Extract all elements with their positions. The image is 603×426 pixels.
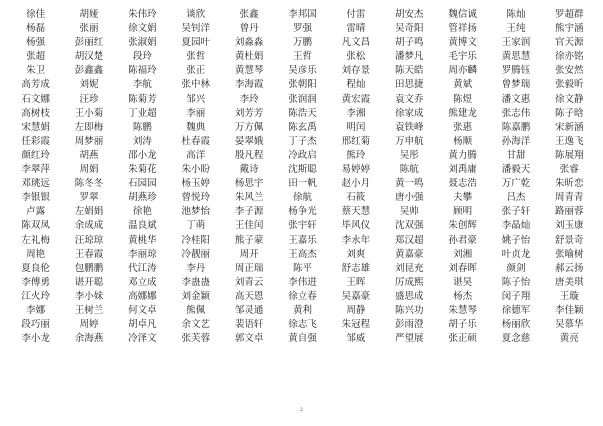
name-cell: 聂志浩: [448, 178, 477, 190]
name-cell: 魏典: [186, 121, 206, 133]
name-cell: 徐亦铭: [555, 51, 584, 63]
name-cell: 周开: [239, 248, 259, 260]
name-cell: 左娟娟: [74, 206, 104, 218]
name-cell: 郑汉超: [394, 234, 424, 246]
name-cell: 王高杰: [288, 248, 317, 260]
name-cell: 张宇轩: [288, 220, 317, 232]
name-cell: 刘妮: [79, 79, 99, 91]
name-cell: 王璇: [559, 290, 579, 302]
name-cell: 张毅昕: [555, 79, 584, 91]
name-cell: 李航: [132, 79, 152, 91]
name-cell: 付雷: [346, 9, 366, 20]
name-cell: 左礼梅: [21, 234, 50, 246]
name-cell: 张芙蓉: [181, 333, 211, 345]
name-cell: 张哲: [186, 51, 206, 63]
name-cell: 冷泽文: [128, 333, 157, 345]
name-cell: 张正: [186, 65, 206, 77]
name-grid: [9, 8, 596, 346]
name-cell: 殷凡程: [234, 149, 264, 161]
name-cell: 徐家成: [394, 107, 424, 119]
name-cell: 段玲: [132, 51, 152, 63]
name-cell: 丁子杰: [288, 135, 317, 147]
name-cell: 温良斌: [128, 220, 157, 232]
name-cell: 李傅勇: [21, 276, 50, 288]
name-cell: 邹威: [346, 333, 366, 345]
name-cell: 胡安杰: [394, 9, 424, 20]
name-cell: 黄斌: [453, 79, 473, 91]
name-cell: 熊宇涵: [555, 23, 584, 35]
name-cell: 冷桂阳: [181, 234, 211, 246]
name-cell: 陈福玲: [128, 65, 157, 77]
name-cell: 彭丽红: [74, 37, 104, 49]
name-cell: 夫攀: [453, 192, 473, 204]
name-cell: 李子源: [234, 206, 264, 218]
name-cell: 徐艳: [132, 206, 152, 218]
name-cell: 王家润: [501, 37, 531, 49]
name-cell: 熊佩: [186, 304, 206, 316]
name-cell: 闵子翔: [501, 290, 531, 302]
name-cell: 任彩霞: [21, 135, 50, 147]
name-cell: 吴钊洋: [181, 23, 211, 35]
name-cell: 吴彤: [399, 149, 419, 161]
name-cell: 熊玲: [346, 149, 366, 161]
name-cell: 卢露: [26, 206, 46, 218]
name-cell: 胡汉楚: [74, 51, 104, 63]
name-cell: 李永年: [341, 234, 371, 246]
name-cell: 王逸飞: [555, 135, 584, 147]
name-cell: 郭文卓: [234, 333, 264, 345]
name-cell: 朱伟玲: [128, 9, 157, 20]
name-cell: 唐美琪: [555, 276, 584, 288]
name-cell: 黄宏霞: [341, 93, 371, 105]
name-cell: 杜春霞: [181, 135, 211, 147]
name-cell: 陈天皓: [394, 65, 424, 77]
name-cell: 凡文昌: [341, 37, 371, 49]
name-cell: 池梦怡: [181, 206, 211, 218]
name-cell: 李丹: [186, 262, 206, 274]
name-cell: 程灿: [346, 79, 366, 91]
name-cell: 黄杜娟: [234, 51, 264, 63]
name-cell: 舒景奇: [555, 234, 584, 246]
name-cell: 杨争光: [288, 206, 317, 218]
name-cell: 万方佩: [234, 121, 264, 133]
name-cell: 丁萌: [186, 220, 206, 232]
name-cell: 王纯: [506, 23, 526, 35]
name-cell: 罗强: [292, 23, 312, 35]
name-cell: 胡卓凡: [128, 319, 157, 331]
name-cell: 张松: [346, 51, 366, 63]
name-cell: 刘春晖: [448, 262, 477, 274]
name-cell: 张鑫: [239, 9, 259, 20]
name-cell: 黄自强: [288, 333, 317, 345]
name-cell: 张志伟: [501, 107, 531, 119]
name-cell: 黄利: [292, 304, 312, 316]
name-cell: 袁铁峰: [394, 121, 424, 133]
name-cell: 朱卫: [26, 65, 46, 77]
name-cell: 余文艺: [181, 319, 211, 331]
name-cell: 毕风仪: [341, 220, 371, 232]
name-cell: 陈双凤: [21, 220, 50, 232]
name-cell: 万申航: [394, 135, 424, 147]
name-cell: 严望展: [394, 333, 424, 345]
name-cell: 张子轩: [501, 206, 531, 218]
name-cell: 厉成熙: [394, 276, 424, 288]
name-cell: 余海燕: [74, 333, 104, 345]
name-cell: 顾明: [453, 206, 473, 218]
name-cell: 陈玄禹: [288, 121, 317, 133]
name-cell: 谈欣: [186, 9, 206, 20]
name-cell: 高娜娜: [128, 290, 157, 302]
name-cell: 裴语轩: [234, 319, 264, 331]
name-cell: 冷政启: [288, 149, 317, 161]
name-cell: 李晶灿: [501, 220, 531, 232]
name-cell: 谌开聪: [74, 276, 104, 288]
name-cell: 雷晴: [346, 23, 366, 35]
name-cell: 甘甜: [506, 149, 526, 161]
name-cell: 杨强: [26, 37, 46, 49]
name-cell: 李玲: [239, 93, 259, 105]
name-cell: 刘玉康: [555, 220, 584, 232]
name-cell: 徐立春: [288, 290, 317, 302]
name-cell: 高天恩: [234, 290, 264, 302]
name-cell: 沈斯聪: [288, 164, 317, 176]
name-cell: 张正硕: [448, 333, 477, 345]
name-cell: 徐志飞: [288, 319, 317, 331]
name-cell: 明闰: [346, 121, 366, 133]
name-cell: 王佳闰: [234, 220, 264, 232]
name-cell: 戴诗: [239, 164, 259, 176]
name-cell: 孙海洋: [501, 135, 531, 147]
name-cell: 汪琼琼: [74, 234, 104, 246]
name-cell: 夏良伦: [21, 262, 50, 274]
name-cell: 颜红玲: [21, 149, 50, 161]
name-cell: 徐德军: [501, 304, 531, 316]
name-cell: 朱慧琴: [448, 304, 477, 316]
name-cell: 陈平: [292, 262, 312, 274]
name-cell: 夏念慈: [501, 333, 531, 345]
name-cell: 张超: [26, 51, 46, 63]
name-cell: 潘毅天: [501, 164, 531, 176]
name-cell: 陈航: [399, 164, 419, 176]
name-cell: 谌昊: [453, 276, 473, 288]
name-cell: 周青青: [555, 192, 584, 204]
name-cell: 李丽琼: [128, 248, 157, 260]
name-cell: 余成成: [74, 220, 104, 232]
name-cell: 朱冠程: [341, 319, 371, 331]
name-cell: 杨磊: [26, 23, 46, 35]
name-cell: 朱创辉: [448, 220, 477, 232]
name-cell: 石园园: [128, 178, 157, 190]
name-cell: 周娟: [79, 164, 99, 176]
name-cell: 张安然: [555, 65, 584, 77]
name-cell: 石文娜: [21, 93, 50, 105]
name-cell: 周婷: [79, 319, 99, 331]
name-cell: 胡娅: [79, 9, 99, 20]
name-cell: 沈双强: [394, 220, 424, 232]
name-cell: 李小妹: [74, 290, 104, 302]
name-cell: 张润润: [288, 93, 317, 105]
name-cell: 王小菊: [74, 107, 104, 119]
name-cell: 万广乾: [501, 178, 531, 190]
name-cell: 陈冬冬: [74, 178, 104, 190]
name-cell: 刘昆充: [394, 262, 424, 274]
name-cell: 魏信诚: [448, 9, 477, 20]
name-cell: 刘芳芳: [234, 107, 264, 119]
name-cell: 熊子蒙: [234, 234, 264, 246]
name-cell: 陈灿: [506, 9, 526, 20]
name-cell: 罗超群: [555, 9, 584, 20]
name-cell: 易婷婷: [341, 164, 371, 176]
name-cell: 李小龙: [21, 333, 50, 345]
name-cell: 李佳颖: [555, 304, 584, 316]
name-cell: 李蛊蛊: [181, 276, 211, 288]
name-cell: 周亦麟: [448, 65, 477, 77]
name-cell: 张惠: [453, 121, 473, 133]
name-cell: 刘爽: [346, 248, 366, 260]
name-cell: 李娜: [26, 304, 46, 316]
name-cell: 邓珧远: [21, 178, 50, 190]
name-cell: 刘涛: [132, 135, 152, 147]
name-cell: 张淑娟: [128, 37, 157, 49]
name-cell: 刘青云: [234, 276, 264, 288]
name-cell: 邢红菊: [341, 135, 371, 147]
name-cell: 晏翠娥: [234, 135, 264, 147]
name-cell: 杨丽欣: [501, 319, 531, 331]
name-cell: 黄嘉豪: [394, 248, 424, 260]
name-cell: 徐航: [292, 192, 312, 204]
name-cell: 蔡天慧: [341, 206, 371, 218]
name-cell: 陈鹏: [132, 121, 152, 133]
name-cell: 张睿: [559, 164, 579, 176]
name-cell: 陈嘉鹏: [501, 121, 531, 133]
name-cell: 李翠萍: [21, 164, 50, 176]
page-number: 2: [299, 407, 304, 413]
name-cell: 陈菊芳: [128, 93, 157, 105]
name-cell: 徐文娟: [128, 23, 157, 35]
name-cell: 官天源: [555, 37, 584, 49]
name-cell: 毛宇乐: [448, 51, 477, 63]
name-cell: 黄一鸣: [394, 178, 424, 190]
name-cell: 吴彦乐: [288, 65, 317, 77]
name-cell: 何文卓: [128, 304, 157, 316]
name-cell: 徐佳: [26, 9, 46, 20]
name-cell: 黄力腾: [448, 149, 477, 161]
name-cell: 姚子怡: [501, 234, 531, 246]
name-cell: 包鹏鹏: [74, 262, 104, 274]
name-cell: 潘文惠: [501, 93, 531, 105]
name-cell: 李伟进: [288, 276, 317, 288]
name-cell: 王树兰: [74, 304, 104, 316]
name-cell: 高芳成: [21, 79, 50, 91]
name-cell: 郝云扬: [555, 262, 584, 274]
name-cell: 王哲: [292, 51, 312, 63]
name-cell: 黄慧琴: [234, 65, 264, 77]
name-cell: 李银银: [21, 192, 50, 204]
name-cell: 石筱: [346, 192, 366, 204]
name-cell: 田一帆: [288, 178, 317, 190]
name-cell: 李湘: [346, 107, 366, 119]
name-cell: 张丽: [79, 23, 99, 35]
name-cell: 宋新涵: [555, 121, 584, 133]
name-cell: 张朝阳: [288, 79, 317, 91]
name-cell: 陈煜: [453, 93, 473, 105]
name-cell: 邓立成: [128, 276, 157, 288]
name-cell: 熊建龙: [448, 107, 477, 119]
name-cell: 王晖: [346, 276, 366, 288]
name-cell: 杨杰: [453, 290, 473, 302]
name-cell: 吴嘉豪: [341, 290, 371, 302]
name-cell: 高洋: [186, 149, 206, 161]
name-cell: 周艳: [26, 248, 46, 260]
name-cell: 潘梦凡: [394, 51, 424, 63]
name-cell: 张中林: [181, 79, 211, 91]
name-cell: 陈子怡: [501, 276, 531, 288]
name-cell: 舒志雄: [341, 262, 371, 274]
name-cell: 邵小龙: [128, 149, 157, 161]
name-cell: 邹灵通: [234, 304, 264, 316]
name-cell: 吴奇阳: [394, 23, 424, 35]
name-cell: 丁业超: [128, 107, 157, 119]
name-cell: 李丽: [186, 107, 206, 119]
name-cell: 宋慧娟: [21, 121, 50, 133]
name-cell: 彭雨澄: [394, 319, 424, 331]
name-cell: 胡子乐: [448, 319, 477, 331]
name-cell: 陈兴功: [394, 304, 424, 316]
name-cell: 胡燕: [79, 149, 99, 161]
name-cell: 吴帅: [399, 206, 419, 218]
name-cell: 邹兴: [186, 93, 206, 105]
name-cell: 周正瑞: [234, 262, 264, 274]
name-cell: 冷靓丽: [181, 248, 211, 260]
name-cell: 吕杰: [506, 192, 526, 204]
name-cell: 袁文乔: [394, 93, 424, 105]
name-cell: 王嘉乐: [288, 234, 317, 246]
name-cell: 黄博文: [448, 37, 477, 49]
name-cell: 夏园叶: [181, 37, 211, 49]
name-cell: 陈浩天: [288, 107, 317, 119]
name-cell: 曾梦瑞: [501, 79, 531, 91]
name-cell: 胡燕珍: [128, 192, 157, 204]
name-cell: 陈子晗: [555, 107, 584, 119]
name-cell: 胡子鸣: [394, 37, 424, 49]
name-cell: 刘金颖: [181, 290, 211, 302]
name-cell: 田思捷: [394, 79, 424, 91]
name-cell: 曾丹: [239, 23, 259, 35]
name-cell: 黄思慧: [501, 51, 531, 63]
name-cell: 刘淼淼: [234, 37, 264, 49]
name-cell: 周静: [346, 304, 366, 316]
name-cell: 杨玉婷: [181, 178, 211, 190]
name-cell: 李海霞: [234, 79, 264, 91]
name-cell: 杨顺: [453, 135, 473, 147]
name-cell: 万鹏: [292, 37, 312, 49]
name-cell: 刘湘: [453, 248, 473, 260]
name-cell: 罗腾钰: [501, 65, 531, 77]
name-cell: 杨思宇: [234, 178, 264, 190]
name-cell: 高树枝: [21, 107, 50, 119]
name-cell: 朱风兰: [234, 192, 264, 204]
name-cell: 陈展翔: [555, 149, 584, 161]
name-cell: 徐文静: [555, 93, 584, 105]
name-cell: 管祥扬: [448, 23, 477, 35]
name-cell: 刘存景: [341, 65, 371, 77]
name-cell: 叶贞龙: [501, 248, 531, 260]
name-cell: 李邦国: [288, 9, 317, 20]
name-cell: 黄桃华: [128, 234, 157, 246]
name-cell: 唐小强: [394, 192, 424, 204]
name-cell: 汪珍: [79, 93, 99, 105]
name-cell: 朱小盼: [181, 164, 211, 176]
name-cell: 朱菊花: [128, 164, 157, 176]
name-cell: 张喻树: [555, 248, 584, 260]
name-cell: 代江涛: [128, 262, 157, 274]
name-cell: 颜剑: [506, 262, 526, 274]
name-cell: 吴慕华: [555, 319, 584, 331]
name-cell: 曾悦玲: [181, 192, 211, 204]
name-cell: 朱昕恋: [555, 178, 584, 190]
name-cell: 周梦丽: [74, 135, 104, 147]
name-cell: 彭鑫鑫: [74, 65, 104, 77]
name-cell: 江火玲: [21, 290, 50, 302]
name-cell: 孙君豪: [448, 234, 477, 246]
name-cell: 盛思成: [394, 290, 424, 302]
name-cell: 段巧丽: [21, 319, 50, 331]
name-cell: 赵小月: [341, 178, 371, 190]
name-cell: 黄亮: [559, 333, 579, 345]
name-cell: 左即梅: [74, 121, 104, 133]
name-cell: 罗翠: [79, 192, 99, 204]
name-cell: 王春霞: [74, 248, 104, 260]
name-cell: 路丽蓉: [555, 206, 584, 218]
name-cell: 刘禹庸: [448, 164, 477, 176]
